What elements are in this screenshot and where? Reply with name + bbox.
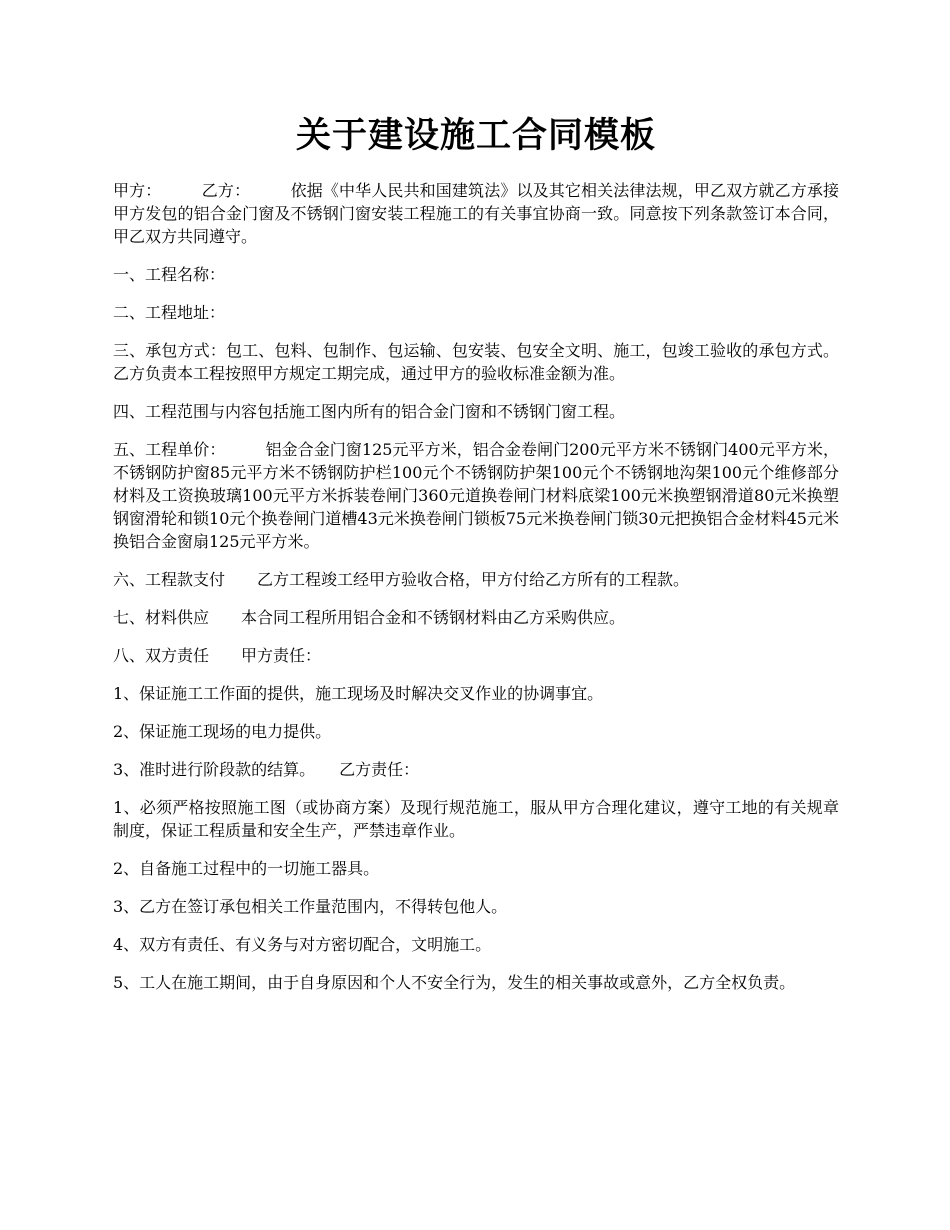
party-b-item-4: 4、双方有责任、有义务与对方密切配合，文明施工。	[113, 935, 492, 954]
party-a-item-1: 1、保证施工工作面的提供，施工现场及时解决交叉作业的协调事宜。	[113, 684, 604, 703]
clause-project-scope: 四、工程范围与内容包括施工图内所有的铝合金门窗和不锈钢门窗工程。	[113, 402, 626, 421]
party-a-item-3: 3、准时进行阶段款的结算。 乙方责任：	[113, 760, 420, 779]
intro-paragraph: 甲方： 乙方： 依据《中华人民共和国建筑法》以及其它相关法律法规，甲乙双方就乙方承接甲方发包的铝合金门窗及不锈钢门窗安装工程施工的有关事宜协商一致。同意按下列条款签订本合同，甲乙双方共同遵守。	[113, 181, 839, 246]
document-title: 关于建设施工合同模板	[295, 115, 656, 156]
clause-project-address: 二、工程地址：	[113, 303, 226, 322]
party-b-item-3: 3、乙方在签订承包相关工作量范围内，不得转包他人。	[113, 897, 508, 916]
party-b-item-2: 2、自备施工过程中的一切施工器具。	[113, 859, 380, 878]
clause-project-name: 一、工程名称：	[113, 265, 226, 284]
clause-payment: 六、工程款支付 乙方工程竣工经甲方验收合格，甲方付给乙方所有的工程款。	[113, 570, 690, 589]
party-b-item-5: 5、工人在施工期间，由于自身原因和个人不安全行为，发生的相关事故或意外，乙方全权负责。	[113, 973, 796, 992]
clause-contract-method: 三、承包方式：包工、包料、包制作、包运输、包安装、包安全文明、施工，包竣工验收的承包方式。乙方负责本工程按照甲方规定工期完成，通过甲方的验收标准金额为准。	[113, 341, 839, 383]
clause-unit-prices: 五、工程单价： 铝金合金门窗125元平方米，铝合金卷闸门200元平方米不锈钢门400元平方米，不锈钢防护窗85元平方米不锈钢防护栏100元个不锈钢防护架100元个不锈钢地沟架100元个维修部分材料及工资换玻璃100元平方米拆装卷闸门360元道换卷闸门材料底梁100元米换塑钢滑道80元米换塑钢窗滑轮和锁10元个换卷闸门道槽43元米换卷闸门锁板75元米换卷闸门锁30元把换铝合金材料45元米换铝合金窗扇125元平方米。	[113, 440, 839, 551]
clause-responsibilities: 八、双方责任 甲方责任：	[113, 646, 322, 665]
document-page	[113, 110, 839, 1009]
party-a-item-2: 2、保证施工现场的电力提供。	[113, 722, 332, 741]
party-b-item-1: 1、必须严格按照施工图（或协商方案）及现行规范施工，服从甲方合理化建议，遵守工地的有关规章制度，保证工程质量和安全生产，严禁违章作业。	[113, 798, 839, 840]
clause-material-supply: 七、材料供应 本合同工程所用铝合金和不锈钢材料由乙方采购供应。	[113, 608, 626, 627]
